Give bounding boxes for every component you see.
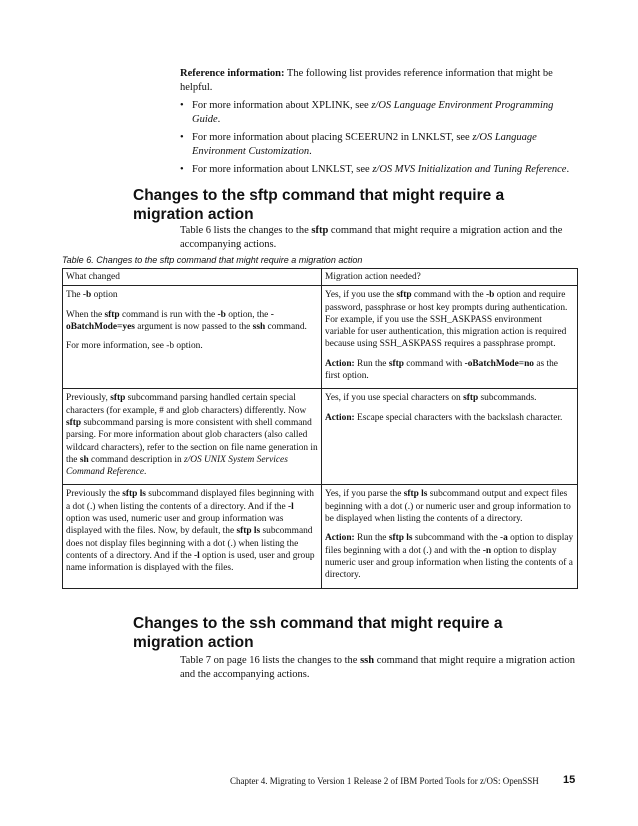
command-text: sftp <box>388 358 404 369</box>
page-footer: Chapter 4. Migrating to Version 1 Release 2 of IBM Ported Tools for z/OS: OpenSSH <box>230 776 539 786</box>
table-cell <box>322 389 578 485</box>
intro-text-end: command that might require a migration action and the accompanying actions. <box>180 225 563 250</box>
text: command. <box>265 321 307 332</box>
book-title: z/OS Language Environment Customization <box>192 132 537 157</box>
intro-command: ssh <box>360 655 375 666</box>
command-text: sftp ls <box>403 489 428 500</box>
text: option is used, user and group name information is displayed with the files. <box>66 550 315 574</box>
command-text: sftp <box>104 309 120 320</box>
reference-intro <box>180 67 570 95</box>
argument-text: -oBatchMode=yes <box>66 309 274 332</box>
sftp-section-intro <box>180 224 575 252</box>
table-row <box>63 485 578 588</box>
text: option and require password, passphrase or host key prompts during authentication. For example, if you use the SSH_ASKPASS environment variable for user authentication, this migration action is required because using SSH_ASKPASS requires a passphrase prompt. <box>325 290 568 350</box>
text: subcommand parsing is more consistent with shell command parsing. For more information about glob characters (also called wildcard characters), refer to the section on file name generation in the <box>66 417 318 465</box>
text: subcommand output and expect files beginning with a dot (.) or numeric user and group information to be displayed when listing the contents of a directory. <box>325 489 571 525</box>
page-number: 15 <box>563 774 576 786</box>
command-text: sftp ls <box>236 526 261 537</box>
text: argument is now passed to the <box>134 321 253 332</box>
text: Run the <box>354 358 389 369</box>
option-text: -n <box>482 545 492 556</box>
intro-text: Table 7 on page 16 lists the changes to the <box>180 655 361 666</box>
reference-information-block <box>180 67 570 181</box>
text: subcommand displayed files beginning with a dot (.) when listing the contents of a directory. And if the <box>66 489 314 512</box>
text: subcommands. <box>478 393 537 404</box>
cell-paragraph <box>325 392 574 404</box>
cell-paragraph <box>325 358 574 383</box>
option-text: -b <box>82 290 92 301</box>
text: Previously the <box>66 489 123 500</box>
text: subcommand parsing handled certain special characters (for example, # and glob characters) differently. Now <box>66 393 307 416</box>
bullet-end: . <box>309 146 312 157</box>
option-text: -l <box>194 550 200 561</box>
book-title: z/OS MVS Initialization and Tuning Reference <box>372 164 567 175</box>
list-item <box>180 131 570 159</box>
sftp-section-heading: Changes to the sftp command that might require a migration action <box>133 187 505 223</box>
action-label: Action: <box>325 533 355 544</box>
action-label: Action: <box>325 358 355 369</box>
text: option, the <box>225 309 271 320</box>
command-text: sftp ls <box>388 533 413 544</box>
text: command with <box>403 358 465 369</box>
table-caption: Table 6. Changes to the sftp command that might require a migration action <box>62 255 363 265</box>
text: option to display files beginning with a dot (.) and with the <box>325 533 574 556</box>
table-header-row <box>63 269 578 286</box>
bullet-text: For more information about LNKLST, see <box>192 164 373 175</box>
text: When the <box>66 309 105 320</box>
bullet-end: . <box>566 164 570 175</box>
option-text: -b <box>217 309 226 320</box>
text: Yes, if you use the <box>325 290 397 301</box>
column-header-migration-action: Migration action needed? <box>322 269 578 286</box>
table-cell <box>63 485 322 588</box>
cell-paragraph <box>66 488 318 574</box>
reference-text: The following list provides reference information that might be helpful. <box>180 68 553 93</box>
list-item <box>180 163 570 177</box>
cell-paragraph <box>325 488 574 525</box>
cell-paragraph <box>66 392 318 478</box>
book-title: z/OS Language Environment Programming Guide <box>192 100 554 125</box>
option-text: -b <box>486 290 495 301</box>
text: option was used, numeric user and group information was displayed with the files. Now, by default, the <box>66 514 284 537</box>
intro-text: Table 6 lists the changes to the <box>180 225 312 236</box>
cell-paragraph <box>325 532 574 581</box>
text: option to display numeric user and group information when listing the contents of a directory. <box>325 545 573 581</box>
sftp-changes-table <box>62 268 578 589</box>
bullet-text: For more information about placing SCEERUN2 in LNKLST, see <box>192 132 473 143</box>
ssh-section-intro <box>180 654 575 682</box>
text: Yes, if you parse the <box>325 489 404 500</box>
cell-paragraph: For more information, see -b option. <box>66 341 203 352</box>
command-text: sh <box>79 454 89 465</box>
command-text: sftp <box>396 290 412 301</box>
intro-text-end: command that might require a migration action and the accompanying actions. <box>180 655 575 680</box>
book-title: z/OS UNIX System Services Command Reference <box>66 454 288 478</box>
bullet-end: . <box>217 114 221 125</box>
text: command is run with the <box>119 309 218 320</box>
option-text: -a <box>500 533 508 544</box>
command-text: ssh <box>252 321 266 332</box>
cell-paragraph <box>66 289 318 301</box>
cell-paragraph <box>66 309 318 334</box>
text: subcommand with the <box>412 533 501 544</box>
text: Run the <box>354 533 389 544</box>
text: command with the <box>411 290 487 301</box>
bullet-text: For more information about XPLINK, see <box>192 100 372 111</box>
table-cell <box>63 286 322 389</box>
table-cell <box>322 286 578 389</box>
cell-paragraph <box>325 289 574 350</box>
intro-command: sftp <box>311 225 329 236</box>
table-row <box>63 389 578 485</box>
table-row <box>63 286 578 389</box>
text: subcommand does not display files beginning with a dot (.) when listing the contents of a directory. And if the <box>66 526 313 561</box>
text: Escape special characters with the backslash character. <box>354 412 563 423</box>
text: The <box>66 290 83 301</box>
command-text: sftp <box>110 393 126 404</box>
text: . <box>144 467 147 478</box>
command-text: sftp <box>463 393 479 404</box>
action-label: Action: <box>325 412 355 423</box>
argument-text: -oBatchMode=no <box>464 358 534 369</box>
text: option <box>91 290 118 301</box>
reference-list <box>180 99 570 177</box>
table-cell <box>63 389 322 485</box>
column-header-what-changed: What changed <box>63 269 322 286</box>
command-text: sftp <box>66 417 82 428</box>
cell-paragraph <box>325 412 574 424</box>
table-cell <box>322 485 578 588</box>
command-text: sftp ls <box>122 489 146 500</box>
ssh-section-heading: Changes to the ssh command that might require a migration action <box>133 615 503 651</box>
text: as the first option. <box>325 358 558 382</box>
reference-label: Reference information: <box>180 68 285 79</box>
text: Previously, <box>66 393 111 404</box>
option-text: -l <box>288 501 294 512</box>
text: command description in <box>88 454 184 465</box>
text: Yes, if you use special characters on <box>325 393 464 404</box>
list-item <box>180 99 570 127</box>
